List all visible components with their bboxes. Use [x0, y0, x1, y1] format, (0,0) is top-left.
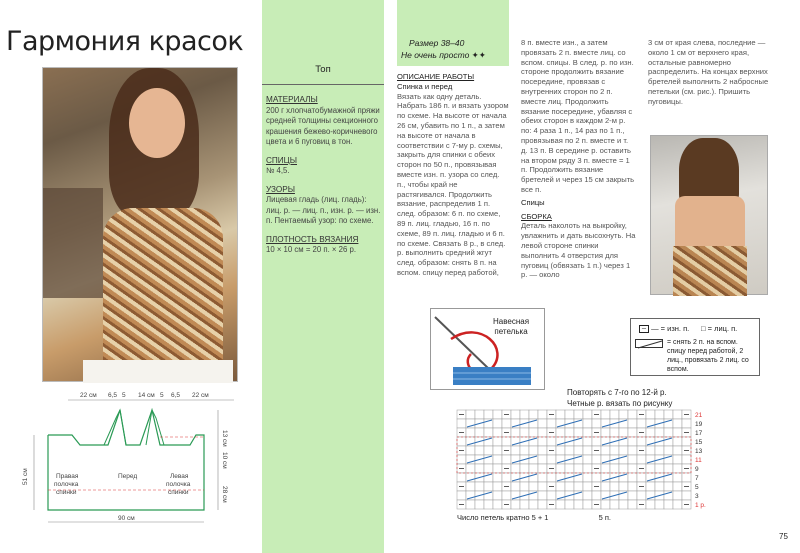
dim-4: 14 см — [138, 392, 155, 399]
chart-cell — [619, 464, 628, 473]
chart-cell — [511, 446, 520, 455]
row-label: 11 — [695, 457, 702, 464]
chart-cell — [628, 500, 637, 509]
chart-cell — [466, 428, 475, 437]
chart-cell — [502, 491, 511, 500]
size-box — [397, 0, 509, 66]
chart-cell — [556, 410, 565, 419]
chart-cell — [637, 473, 646, 482]
chart-cell — [493, 473, 502, 482]
part-front: Перед — [118, 473, 138, 480]
side-dim-2: 10 см — [221, 452, 228, 469]
chart-cell — [583, 410, 592, 419]
chart-cell — [574, 482, 583, 491]
sidebar-divider — [262, 84, 384, 85]
chart-cell — [538, 428, 547, 437]
chart-cell — [610, 446, 619, 455]
difficulty-line: Не очень просто ✦✦ — [401, 50, 486, 60]
row-label: 7 — [695, 475, 699, 482]
chart-cell — [547, 473, 556, 482]
chart-caption-repeat: Повторять с 7-го по 12-й р. — [567, 388, 667, 397]
chart-cell — [493, 491, 502, 500]
chart-cell — [538, 455, 547, 464]
needles-subtitle: Спицы — [521, 197, 545, 207]
width-dim: 90 см — [118, 515, 135, 522]
chart-cell — [565, 410, 574, 419]
chart-cell — [493, 437, 502, 446]
chart-cell — [493, 419, 502, 428]
fabric-edge-icon — [453, 367, 531, 385]
chart-cell — [646, 464, 655, 473]
chart-cell — [673, 500, 682, 509]
chart-cell — [493, 500, 502, 509]
dim-3: 5 — [122, 392, 126, 399]
chart-repeat: 5 п. — [598, 513, 611, 522]
part-left-1: Левая — [170, 473, 189, 480]
chart-cell — [538, 437, 547, 446]
description-text-3: 3 см от края слева, последние — около 1 см от верхнего края, остальные равномерно распределить. На концах верхних бретелей выполнить 2 набросные петельки (см. рис.). Пришить пуговицы. — [648, 38, 769, 106]
chart-cell — [538, 446, 547, 455]
description-column-1 — [397, 72, 509, 278]
sidebar-heading: Топ — [315, 64, 331, 75]
chart-cell — [610, 428, 619, 437]
chart-cell — [637, 491, 646, 500]
chart-cell — [628, 482, 637, 491]
chart-cell — [538, 410, 547, 419]
chart-cell — [574, 500, 583, 509]
chart-cell — [457, 491, 466, 500]
materials-block — [266, 95, 382, 264]
assembly-text: Деталь наколоть на выкройку, увлажнить и дать высохнуть. На левой стороне спинки выполнить 4 отверстия для пуговиц (обвязать 1 п.) через 1 р. — около — [521, 221, 636, 280]
chart-cell — [646, 500, 655, 509]
chart-cell — [565, 446, 574, 455]
chart-cell — [592, 473, 601, 482]
chart-cell — [619, 446, 628, 455]
chart-cell — [655, 482, 664, 491]
description-text-2: 8 п. вместе изн., а затем провязать 2 п. вместе лиц. со вспом. спицы. В след. р. по изн. стороне продолжить вязание посередине, провязав с внутренних сторон по 2 п. вместе лиц. Продолжить вязание посередине, убавляя с обеих сторон в каждом 2-м р. по: 4 раза 1 п., 14 раз по 1 п., провязывая по 2 п. вместе и т. д. 13 п. В середине р. оставить на втором ряду 3 п. вместе = 1 п. Продолжить вязание бретелей и через 15 см закрыть все п. — [521, 38, 635, 194]
dim-2: 6,5 — [108, 392, 118, 399]
needles-text: № 4,5. — [266, 166, 290, 175]
chart-cell — [556, 500, 565, 509]
chart-cell — [583, 491, 592, 500]
model-front-photo — [42, 67, 238, 382]
chart-cell — [673, 455, 682, 464]
loop-label — [493, 317, 529, 337]
chart-cell — [484, 446, 493, 455]
chart-cell — [655, 428, 664, 437]
row-label: 19 — [695, 421, 703, 428]
part-left-3: спинки — [168, 489, 189, 496]
chart-cell — [628, 455, 637, 464]
size-line: Размер 38–40 — [409, 38, 465, 48]
chart-cell — [610, 410, 619, 419]
description-title: ОПИСАНИЕ РАБОТЫ — [397, 72, 475, 81]
chart-cell — [475, 482, 484, 491]
chart-cell — [601, 500, 610, 509]
model-back-photo — [650, 135, 768, 295]
part-right-2: полочка — [54, 481, 79, 488]
chart-cell — [529, 482, 538, 491]
chart-footer: Число петель кратно 5 + 1 5 п. — [457, 513, 611, 522]
chart-cell — [664, 446, 673, 455]
chart-cell — [646, 410, 655, 419]
backfront-title: Спинка и перед — [397, 81, 453, 91]
chart-cell — [592, 419, 601, 428]
side-dim-1: 13 см — [221, 430, 228, 447]
chart-cell — [529, 410, 538, 419]
needles-title: СПИЦЫ — [266, 155, 297, 165]
row-label: 3 — [695, 493, 699, 500]
chart-cell — [493, 455, 502, 464]
chart-cell — [601, 428, 610, 437]
chart-cell — [601, 446, 610, 455]
chart-cell — [646, 482, 655, 491]
chart-cell — [628, 464, 637, 473]
chart-cell — [664, 428, 673, 437]
chart-cell — [673, 428, 682, 437]
part-right-1: Правая — [56, 473, 79, 480]
loop-label-1: Навесная — [493, 317, 530, 326]
chart-cell — [673, 482, 682, 491]
chart-cell — [619, 482, 628, 491]
chart-cell — [583, 428, 592, 437]
chart-cell — [682, 419, 691, 428]
chart-cell — [646, 446, 655, 455]
chart-cell — [493, 428, 502, 437]
chart-cell — [466, 500, 475, 509]
chart-cell — [583, 473, 592, 482]
chart-cell — [565, 482, 574, 491]
chart-cell — [457, 473, 466, 482]
chart-cell — [583, 482, 592, 491]
chart-cell — [466, 410, 475, 419]
chart-cell — [547, 419, 556, 428]
green-sidebar — [262, 0, 384, 553]
part-left-2: полочка — [166, 481, 191, 488]
description-text-1: Вязать как одну деталь. Набрать 186 п. и вязать узором по схеме. На высоте от начала 26 см, убавить по 1 п., а затем на высоте от начала в соответствии с 7-му р. схемы, закрыть для спинки с обеих сторон по 50 п., провязывая вместе изн. п. узора со след. п., чтобы край не растягивался. Продолжить вязание, распределив 1 п. след. образом: 6 п. по схеме, 89 п. лиц. гладью, 16 п. по схеме, 89 п. лиц. гладью и 6 п. по схеме. Связать 8 р., в след. р. выполнить средний жгут след. образом: снять 8 п. на вспом. спицу перед работой, — [397, 91, 509, 277]
chart-cell — [574, 410, 583, 419]
chart-cell — [583, 500, 592, 509]
chart-cell — [529, 464, 538, 473]
chart-cell — [682, 455, 691, 464]
chart-cell — [511, 482, 520, 491]
row-label: 5 — [695, 484, 699, 491]
chart-caption-even: Четные р. вязать по рисунку — [567, 399, 673, 408]
chart-cell — [520, 428, 529, 437]
chart-cell — [601, 410, 610, 419]
materials-title: МАТЕРИАЛЫ — [266, 95, 318, 104]
row-label: 1 р. — [695, 502, 706, 509]
chart-cell — [511, 500, 520, 509]
chart-cell — [574, 464, 583, 473]
chart-cell — [475, 410, 484, 419]
assembly-title: СБОРКА — [521, 211, 552, 221]
chart-cell — [547, 455, 556, 464]
chart-cell — [547, 437, 556, 446]
chart-cell — [592, 455, 601, 464]
chart-cell — [664, 464, 673, 473]
height-dim: 51 см — [22, 468, 29, 485]
chart-cell — [655, 464, 664, 473]
patterns-title: УЗОРЫ — [266, 184, 295, 194]
chart-cell — [628, 428, 637, 437]
dim-7: 22 см — [192, 392, 209, 399]
chart-cell — [592, 437, 601, 446]
chart-cell — [493, 482, 502, 491]
chart-cell — [628, 446, 637, 455]
chart-cell — [538, 491, 547, 500]
chart-cell — [655, 410, 664, 419]
chart-cell — [529, 446, 538, 455]
gauge-text: 10 × 10 см = 20 п. × 26 р. — [266, 245, 356, 254]
chart-cell — [673, 464, 682, 473]
chart-cell — [628, 491, 637, 500]
chart-cell — [457, 437, 466, 446]
chart-cell — [475, 428, 484, 437]
chart-cell — [637, 419, 646, 428]
chart-cell — [520, 446, 529, 455]
chart-cell — [520, 482, 529, 491]
chart-cell — [511, 428, 520, 437]
row-label: 13 — [695, 448, 703, 455]
chart-cell — [493, 446, 502, 455]
chart-cell — [529, 500, 538, 509]
row-label: 9 — [695, 466, 699, 473]
patterns-text: Лицевая гладь (лиц. гладь): лиц. р. — лиц. п., изн. р. — изн. п. Пентаемый узор: по схеме. — [266, 195, 381, 225]
legend-cable: = снять 2 п. на вспом. спицу перед работой, 2 лиц., провязать 2 лиц. со вспом. — [667, 339, 749, 373]
chart-cell — [583, 446, 592, 455]
chart-cell — [637, 437, 646, 446]
chart-cell — [538, 419, 547, 428]
part-right-3: спинки — [56, 489, 77, 496]
chart-cell — [619, 500, 628, 509]
chart-cell — [619, 410, 628, 419]
chart-cell — [664, 500, 673, 509]
chart-cell — [583, 437, 592, 446]
chart-legend — [630, 318, 760, 376]
chart-cell — [493, 464, 502, 473]
chart-cell — [502, 473, 511, 482]
chart-cell — [511, 410, 520, 419]
chart-cell — [556, 446, 565, 455]
legend-purl: – — = изн. п. — [639, 324, 689, 333]
chart-cell — [511, 464, 520, 473]
chart-cell — [484, 410, 493, 419]
chart-cell — [484, 428, 493, 437]
chart-cell — [664, 482, 673, 491]
chart-cell — [457, 455, 466, 464]
pattern-schematic — [20, 390, 245, 530]
dim-1: 22 см — [80, 392, 97, 399]
chart-cell — [601, 482, 610, 491]
chart-cell — [610, 482, 619, 491]
chart-cell — [493, 410, 502, 419]
chart-cell — [673, 491, 682, 500]
loop-label-2: петелька — [494, 327, 528, 336]
chart-cell — [610, 500, 619, 509]
chart-cell — [583, 464, 592, 473]
chart-cell — [466, 446, 475, 455]
chart-cell — [565, 464, 574, 473]
chart-cell — [646, 428, 655, 437]
chart-cell — [484, 464, 493, 473]
chart-cell — [592, 491, 601, 500]
page-number: 75 — [779, 532, 788, 541]
chart-cell — [673, 473, 682, 482]
chart-cell — [655, 446, 664, 455]
dim-5: 5 — [160, 392, 164, 399]
chart-cell — [628, 410, 637, 419]
chart-cell — [655, 500, 664, 509]
chart-cell — [502, 419, 511, 428]
chart-cell — [673, 419, 682, 428]
chart-cell — [556, 482, 565, 491]
chart-cell — [619, 428, 628, 437]
chart-cell — [529, 428, 538, 437]
chart-cell — [466, 464, 475, 473]
chart-cell — [538, 482, 547, 491]
chart-cell — [538, 500, 547, 509]
description-column-2 — [521, 38, 636, 280]
chart-cell — [673, 410, 682, 419]
chart-cell — [457, 419, 466, 428]
side-dim-3: 28 см — [221, 486, 228, 503]
chart-cell — [520, 500, 529, 509]
cable-symbol-icon — [635, 339, 663, 348]
chart-cell — [628, 419, 637, 428]
chart-cell — [610, 464, 619, 473]
chart-cell — [520, 410, 529, 419]
chart-cell — [502, 437, 511, 446]
chart-cell — [556, 428, 565, 437]
chart-cell — [538, 473, 547, 482]
chart-cell — [601, 464, 610, 473]
chart-cell — [574, 428, 583, 437]
chart-cell — [502, 455, 511, 464]
description-column-3 — [648, 38, 770, 107]
chart-cell — [466, 482, 475, 491]
chart-cell — [484, 500, 493, 509]
dim-6: 6,5 — [171, 392, 181, 399]
chart-cell — [565, 500, 574, 509]
chart-cell — [538, 464, 547, 473]
row-label: 15 — [695, 439, 703, 446]
chart-cell — [682, 491, 691, 500]
chart-cell — [628, 437, 637, 446]
needle-icon — [435, 317, 489, 369]
chart-cell — [475, 446, 484, 455]
materials-text: 200 г хлопчатобумажной пряжи средней толщины секционного крашения бежево-коричневого цвета и 6 пуговиц в тон. — [266, 105, 380, 146]
chart-cell — [484, 482, 493, 491]
row-label: 21 — [695, 412, 703, 419]
chart-cell — [556, 464, 565, 473]
chart-cell — [574, 446, 583, 455]
chart-cell — [583, 455, 592, 464]
chart-cell — [628, 473, 637, 482]
chart-cell — [520, 464, 529, 473]
legend-knit: □ = лиц. п. — [701, 324, 738, 333]
page-title: Гармония красок — [6, 26, 244, 57]
chart-cell — [682, 473, 691, 482]
chart-cell — [664, 410, 673, 419]
chart-cell — [475, 464, 484, 473]
chart-cell — [673, 437, 682, 446]
chart-cell — [583, 419, 592, 428]
chart-cell — [547, 491, 556, 500]
chart-cell — [637, 455, 646, 464]
row-label: 17 — [695, 430, 703, 437]
chart-cell — [565, 428, 574, 437]
chart-cell — [673, 446, 682, 455]
knitting-chart — [455, 408, 715, 516]
chart-cell — [475, 500, 484, 509]
gauge-title: ПЛОТНОСТЬ ВЯЗАНИЯ — [266, 234, 359, 244]
chart-cell — [682, 437, 691, 446]
